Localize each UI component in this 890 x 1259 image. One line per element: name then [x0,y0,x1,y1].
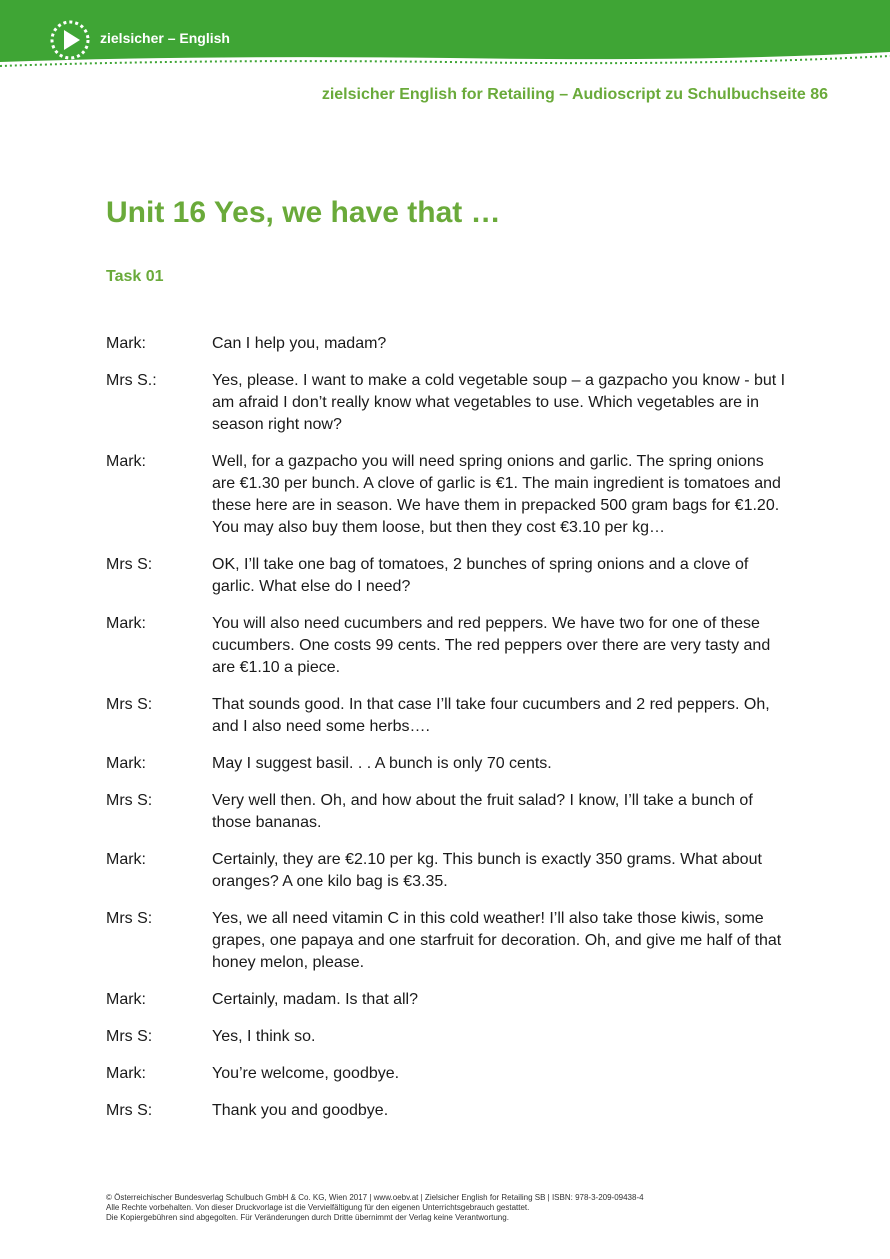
speaker-name: Mrs S: [106,1028,153,1045]
dialogue-line [106,1026,786,1048]
copyright-footer [106,1193,786,1223]
dialogue-line [106,908,786,974]
speech-text: Yes, please. I want to make a cold vegetable soup – a gazpacho you know - but I am afraid I don’t really know what vegetables to use. Which vegetables are in season right now? [212,372,786,433]
speech-text: Yes, we all need vitamin C in this cold weather! I’ll also take those kiwis, some grapes, one papaya and one starfruit for decoration. Oh, and give me half of that honey melon, please. [212,910,782,971]
brand-name: zielsicher – English [100,30,230,46]
speaker-name: Mark: [106,453,146,470]
speaker-name: Mrs S: [106,792,153,809]
dialogue-line [106,370,786,436]
speaker-name: Mrs S: [106,910,153,927]
speech-text: You’re welcome, goodbye. [212,1065,400,1082]
footer-line: Alle Rechte vorbehalten. Von dieser Druckvorlage ist die Vervielfältigung für den eigenen Unterrichtsgebrauch gestattet. [106,1203,530,1212]
speech-text: That sounds good. In that case I’ll take four cucumbers and 2 red peppers. Oh, and I also need some herbs…. [212,696,770,735]
header-banner [0,0,890,80]
speaker-name: Mark: [106,755,146,772]
task-label: Task 01 [106,268,164,285]
unit-title: Unit 16 Yes, we have that … [106,196,501,229]
speaker-name: Mrs S: [106,556,153,573]
dialogue [106,333,786,1137]
speech-text: Yes, I think so. [212,1028,316,1045]
speech-text: You will also need cucumbers and red peppers. We have two for one of these cucumbers. One costs 99 cents. The red peppers over there are very tasty and are €1.10 a piece. [212,615,771,676]
speech-text: Certainly, they are €2.10 per kg. This bunch is exactly 350 grams. What about oranges? A one kilo bag is €3.35. [212,851,762,890]
dialogue-line [106,451,786,539]
dialogue-line [106,333,786,355]
speech-text: Well, for a gazpacho you will need spring onions and garlic. The spring onions are €1.30 per bunch. A clove of garlic is €1. The main ingredient is tomatoes and these here are in season. We have them in prepacked 500 gram bags for €1.20. You may also buy them loose, but then they cost €3.10 per kg… [212,453,781,536]
speaker-name: Mrs S: [106,696,153,713]
speech-text: OK, I’ll take one bag of tomatoes, 2 bunches of spring onions and a clove of garlic. What else do I need? [212,556,749,595]
speaker-name: Mrs S.: [106,372,157,389]
dialogue-line [106,849,786,893]
dialogue-line [106,1063,786,1085]
speaker-name: Mark: [106,851,146,868]
dialogue-line [106,989,786,1011]
speech-text: May I suggest basil. . . A bunch is only 70 cents. [212,755,552,772]
footer-line: © Österreichischer Bundesverlag Schulbuch GmbH & Co. KG, Wien 2017 | www.oebv.at | Zielsicher English for Retailing SB | ISBN: 978-3-209-09438-4 [106,1193,644,1202]
speech-text: Thank you and goodbye. [212,1102,389,1119]
speaker-name: Mark: [106,615,146,632]
speech-text: Certainly, madam. Is that all? [212,991,419,1008]
speech-text: Can I help you, madam? [212,335,387,352]
speaker-name: Mark: [106,991,146,1008]
dialogue-line [106,1100,786,1122]
dialogue-line [106,554,786,598]
speaker-name: Mrs S: [106,1102,153,1119]
speaker-name: Mark: [106,1065,146,1082]
footer-line: Die Kopiergebühren sind abgegolten. Für Veränderungen durch Dritte übernimmt der Verlag keine Verantwortung. [106,1213,509,1222]
dialogue-line [106,613,786,679]
speech-text: Very well then. Oh, and how about the fruit salad? I know, I’ll take a bunch of those bananas. [212,792,753,831]
speaker-name: Mark: [106,335,146,352]
dialogue-line [106,790,786,834]
document-subtitle: zielsicher English for Retailing – Audioscript zu Schulbuchseite 86 [321,86,828,103]
dialogue-line [106,694,786,738]
dialogue-line [106,753,786,775]
